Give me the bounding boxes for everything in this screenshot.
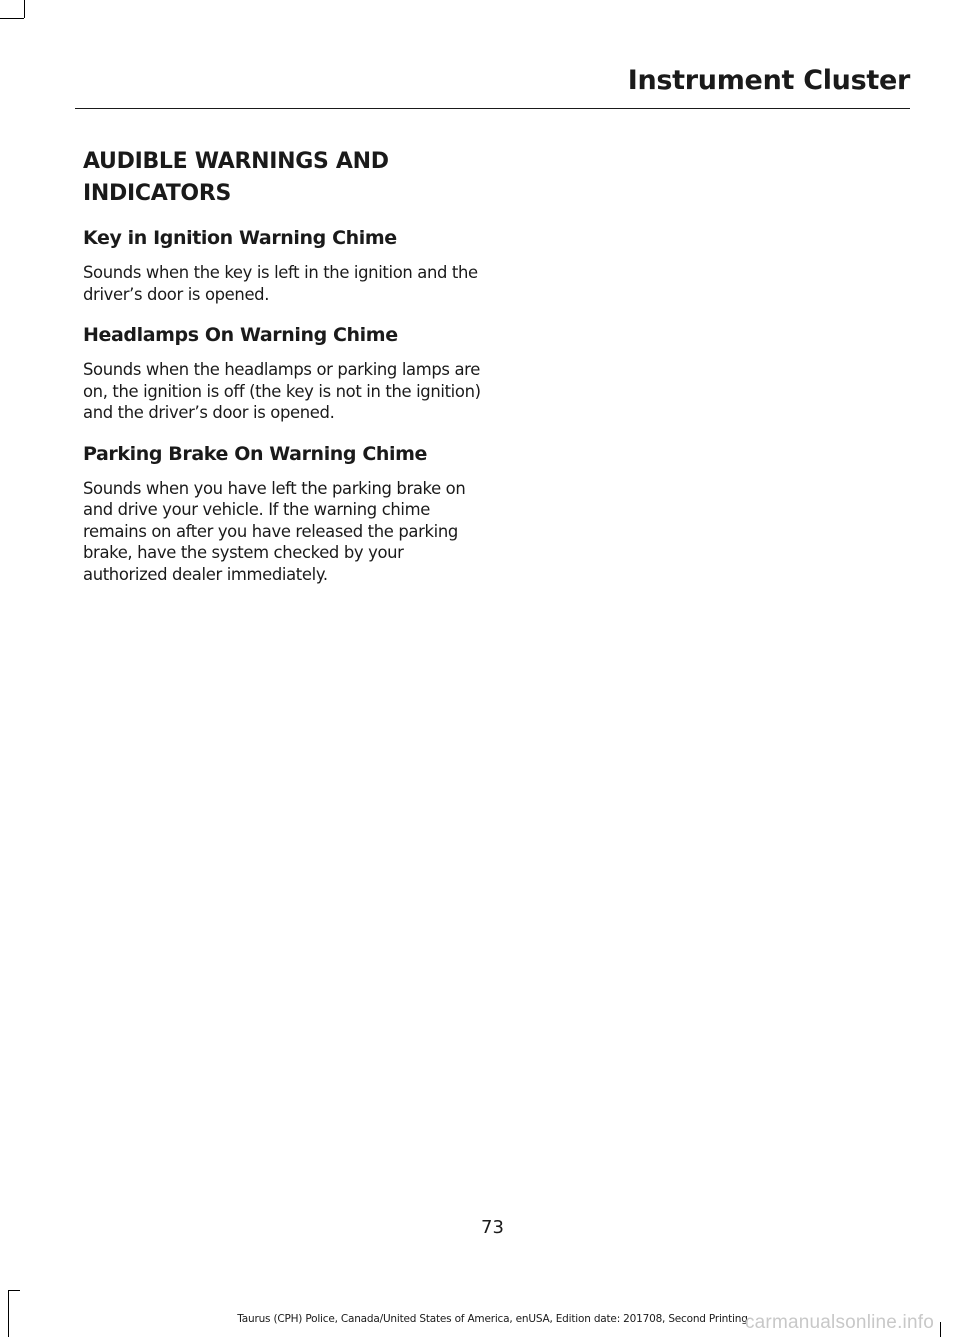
paragraph: Sounds when you have left the parking brake on and drive your vehicle. If the warning chime remains on after you have released the parking brake, have the system checked by your authorized dealer immediately. — [83, 478, 466, 584]
crop-mark — [0, 18, 24, 19]
paragraph: Sounds when the key is left in the ignition and the driver’s door is opened. — [83, 263, 478, 304]
page-number: 73 — [481, 1217, 504, 1238]
watermark-link[interactable]: carmanualsonline.info — [744, 1312, 934, 1333]
paragraph: Sounds when the headlamps or parking lamps are on, the ignition is off (the key is not in the ignition) and the driver’s door is opened. — [83, 360, 481, 422]
section-title: Instrument Cluster — [627, 65, 910, 96]
crop-mark — [8, 1290, 20, 1291]
section-key-in-ignition — [83, 224, 483, 305]
section-parking-brake-on — [83, 440, 483, 586]
sub-heading: Key in Ignition Warning Chime — [83, 227, 397, 249]
sub-heading: Parking Brake On Warning Chime — [83, 442, 428, 465]
page-content — [83, 146, 483, 601]
main-heading: AUDIBLE WARNINGS AND INDICATORS — [83, 149, 389, 206]
sub-heading: Headlamps On Warning Chime — [83, 324, 398, 346]
page-header — [75, 58, 910, 109]
crop-mark — [24, 0, 25, 18]
edition-footer: Taurus (CPH) Police, Canada/United States of America, enUSA, Edition date: 201708, Second Printing — [237, 1313, 748, 1325]
section-headlamps-on — [83, 321, 483, 424]
